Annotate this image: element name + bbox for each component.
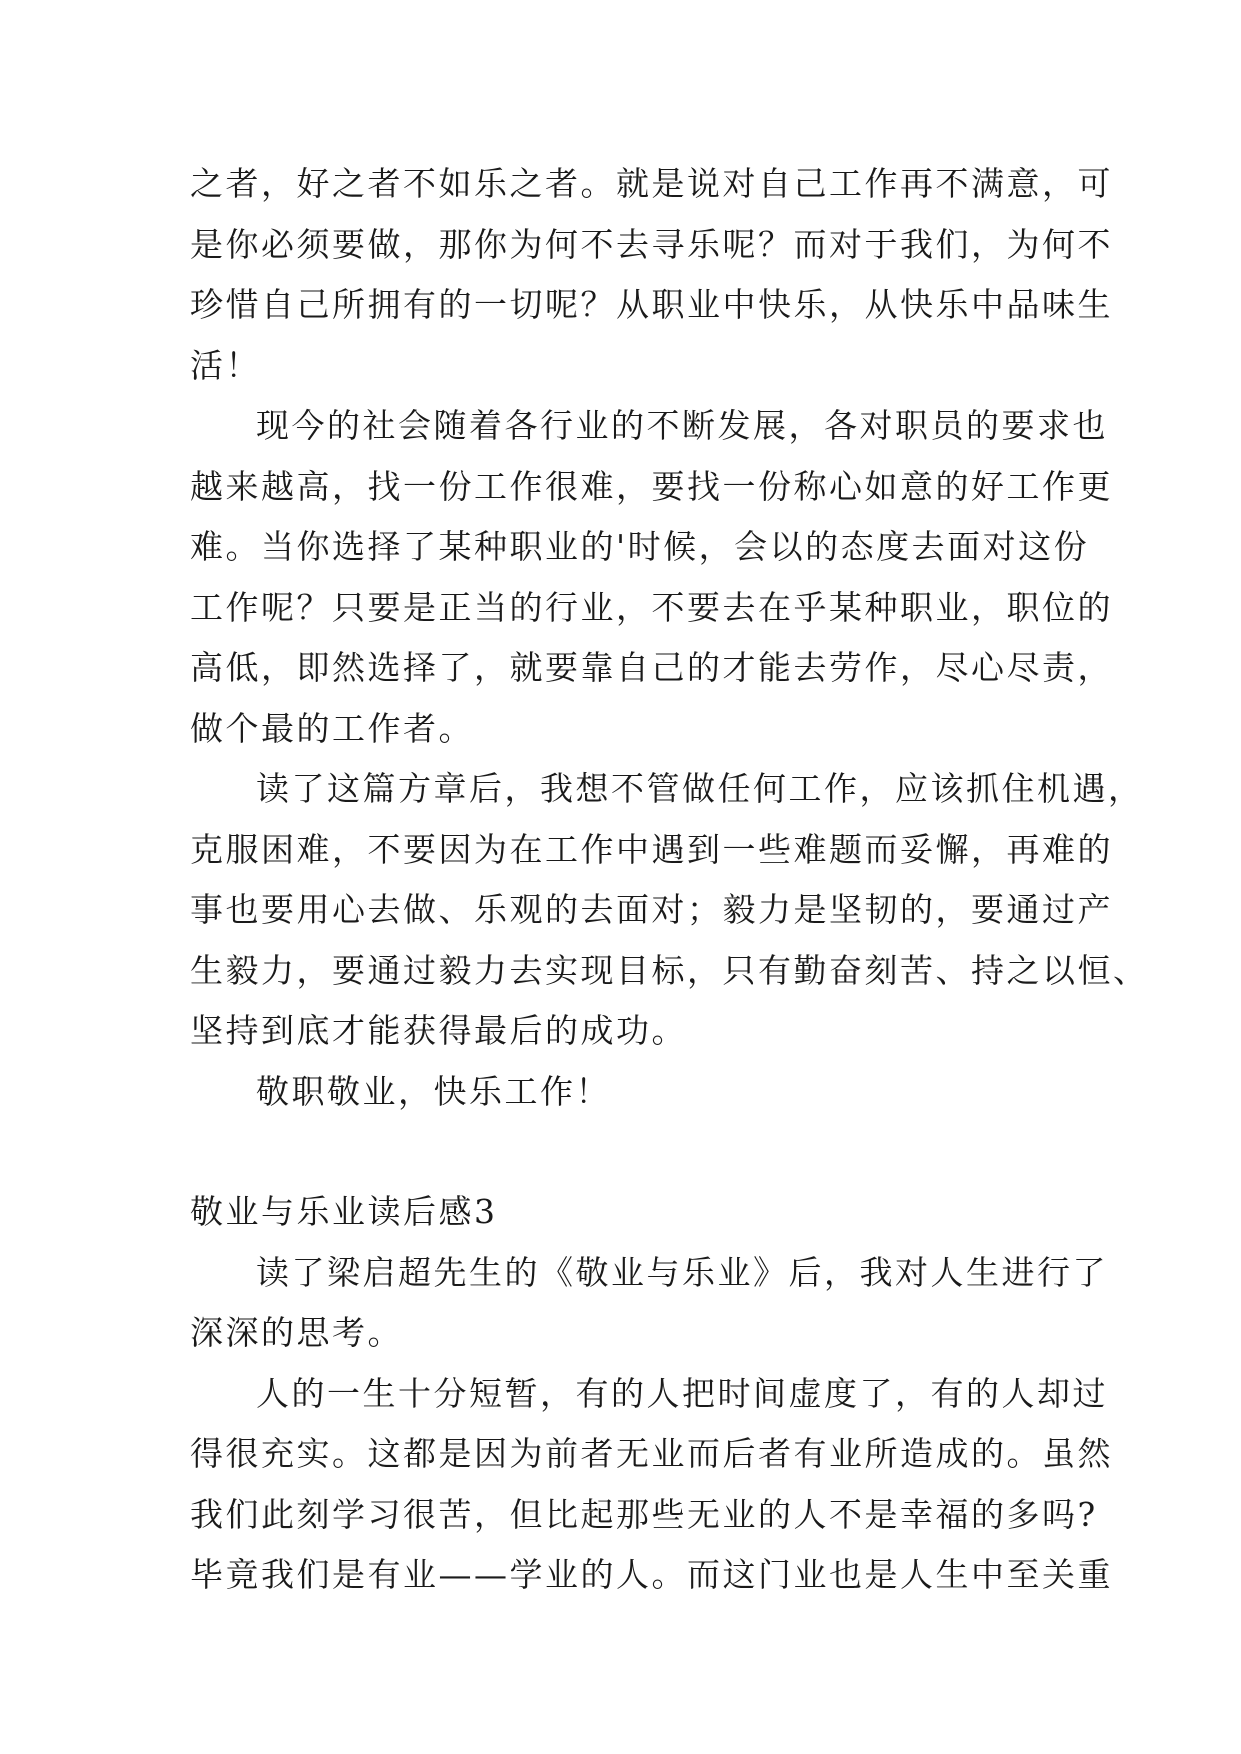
text-line: 得很充实。这都是因为前者无业而后者有业所造成的。虽然 bbox=[190, 1434, 1113, 1473]
text-line: 事也要用心去做、乐观的去面对；毅力是坚韧的，要通过产 bbox=[190, 890, 1113, 929]
text-line: 读了梁启超先生的《敬业与乐业》后，我对人生进行了 bbox=[256, 1252, 1108, 1292]
text-line: 我们此刻学习很苦，但比起那些无业的人不是幸福的多吗? bbox=[190, 1494, 1098, 1534]
paragraph bbox=[190, 1062, 1070, 1123]
paragraph bbox=[190, 396, 1113, 759]
text-line: 高低，即然选择了，就要靠自己的才能去劳作，尽心尽责， bbox=[190, 648, 1113, 687]
text-line: 做个最的工作者。 bbox=[190, 708, 474, 748]
text-line: 是你必须要做，那你为何不去寻乐呢？而对于我们，为何不 bbox=[190, 224, 1113, 264]
text-line: 生毅力，要通过毅力去实现目标，只有勤奋刻苦、持之以恒、 bbox=[190, 950, 1149, 990]
text-line: 克服困难，不要因为在工作中遇到一些难题而妥懈，再难的 bbox=[190, 829, 1113, 869]
document-body bbox=[190, 154, 1149, 1606]
text-line: 之者，好之者不如乐之者。就是说对自己工作再不满意，可 bbox=[190, 164, 1113, 203]
text-line: 敬职敬业，快乐工作！ bbox=[256, 1071, 611, 1111]
text-line: 珍惜自己所拥有的一切呢？从职业中快乐，从快乐中品味生 bbox=[190, 285, 1113, 324]
paragraph bbox=[190, 1243, 1108, 1364]
text-line: 活！ bbox=[190, 345, 261, 385]
paragraph bbox=[190, 154, 1113, 396]
text-line: 难。当你选择了某种职业的'时候，会以的态度去面对这份 bbox=[190, 527, 1090, 566]
text-line: 坚持到底才能获得最后的成功。 bbox=[190, 1011, 687, 1050]
text-line: 深深的思考。 bbox=[190, 1313, 403, 1352]
section-gap bbox=[190, 1122, 1070, 1182]
text-line: 现今的社会随着各行业的不断发展，各对职员的要求也 bbox=[256, 406, 1108, 445]
text-line: 工作呢？只要是正当的行业，不要去在乎某种职业，职位的 bbox=[190, 587, 1113, 627]
text-line: 读了这篇方章后，我想不管做任何工作，应该抓住机遇， bbox=[256, 769, 1144, 808]
paragraph bbox=[190, 1364, 1113, 1606]
text-line: 毕竟我们是有业——学业的人。而这门业也是人生中至关重 bbox=[190, 1555, 1113, 1594]
text-line: 越来越高，找一份工作很难，要找一份称心如意的好工作更 bbox=[190, 466, 1113, 506]
paragraph bbox=[190, 759, 1149, 1062]
text-line: 人的一生十分短暂，有的人把时间虚度了，有的人却过 bbox=[256, 1373, 1108, 1413]
section-heading: 敬业与乐业读后感3 bbox=[190, 1192, 498, 1231]
